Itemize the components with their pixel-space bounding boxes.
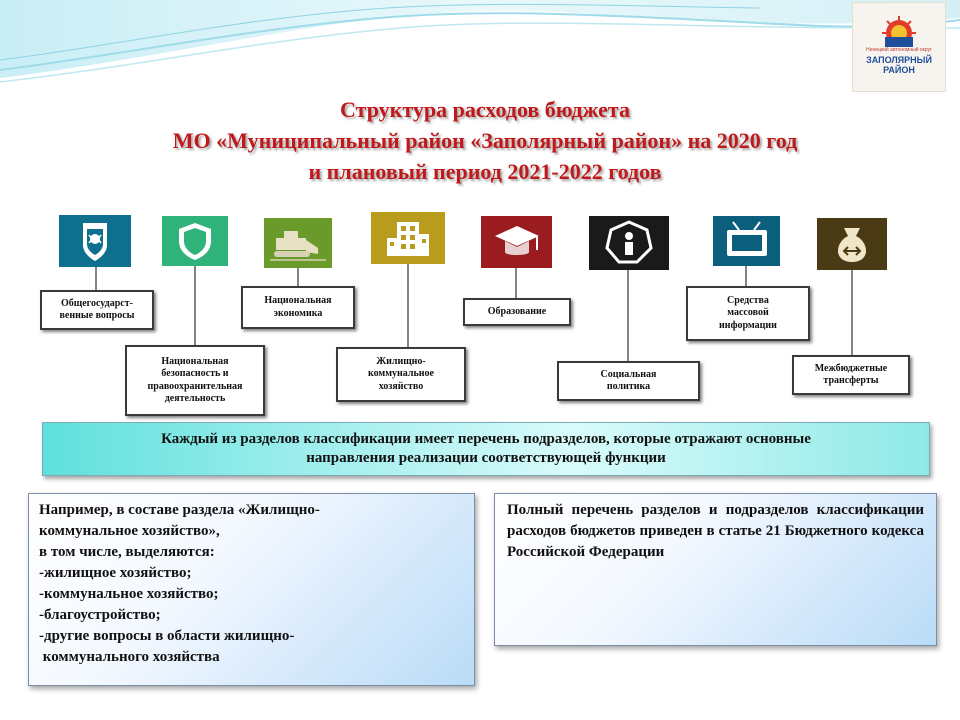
logo-name-text: ЗАПОЛЯРНЫЙ РАЙОН — [866, 55, 932, 75]
category-label-security — [125, 345, 265, 416]
example-line: коммунальное хозяйство», — [39, 523, 220, 539]
info-banner — [42, 422, 930, 476]
example-line: в том числе, выделяются: — [39, 544, 215, 560]
title-line-1: Структура расходов бюджета — [340, 97, 630, 122]
building-icon — [371, 212, 445, 264]
bulldozer-icon — [264, 218, 332, 268]
coat-of-arms-icon — [59, 215, 131, 267]
category-label-housing-text: Жилищно- коммунальное хозяйство — [367, 355, 434, 392]
social-person-icon — [589, 216, 669, 270]
example-line: Например, в составе раздела «Жилищно- — [39, 502, 320, 518]
district-logo — [852, 2, 946, 92]
money-bag-icon — [817, 218, 887, 270]
logo-name — [853, 55, 945, 75]
category-label-education-text: Образование — [487, 305, 547, 317]
graduation-cap-icon — [481, 216, 552, 268]
category-label-economy — [241, 286, 355, 329]
category-label-media — [686, 286, 810, 341]
shield-icon — [162, 216, 228, 266]
category-label-general — [40, 290, 154, 330]
category-label-media-text: Средства массовой информации — [719, 294, 777, 331]
example-line: -благоустройство; — [39, 607, 161, 623]
logo-subtitle: Ненецкий автономный округ — [866, 47, 932, 53]
category-label-social — [557, 361, 700, 401]
example-panel — [28, 493, 475, 686]
category-label-social-text: Социальная политика — [600, 368, 657, 392]
logo-emblem-icon — [881, 15, 917, 47]
category-label-housing — [336, 347, 466, 402]
info-banner-text: Каждый из разделов классификации имеет перечень подразделов, которые отражают основные направления реализации соответствующей функции — [161, 431, 811, 466]
page-title — [60, 94, 910, 187]
category-label-education — [463, 298, 571, 326]
reference-panel — [494, 493, 937, 646]
example-line: -жилищное хозяйство; — [39, 565, 192, 581]
category-label-general-text: Общегосударст- венные вопросы — [59, 297, 135, 321]
category-label-transfers — [792, 355, 910, 395]
example-line: -коммунальное хозяйство; — [39, 586, 219, 602]
title-line-2: МО «Муниципальный район «Заполярный район» на 2020 год — [172, 128, 798, 153]
category-label-transfers-text: Межбюджетные трансферты — [814, 362, 888, 386]
example-line: -другие вопросы в области жилищно- — [39, 628, 295, 644]
category-label-security-text: Национальная безопасность и правоохранительная деятельность — [147, 355, 243, 404]
category-label-economy-text: Национальная экономика — [264, 295, 332, 319]
tv-icon — [713, 216, 780, 266]
example-line: коммунального хозяйства — [39, 649, 220, 665]
reference-panel-text: Полный перечень разделов и подразделов классификации расходов бюджетов приведен в статье 21 Бюджетного кодекса Российской Федерации — [507, 502, 924, 560]
title-line-3: и плановый период 2021-2022 годов — [308, 159, 662, 184]
